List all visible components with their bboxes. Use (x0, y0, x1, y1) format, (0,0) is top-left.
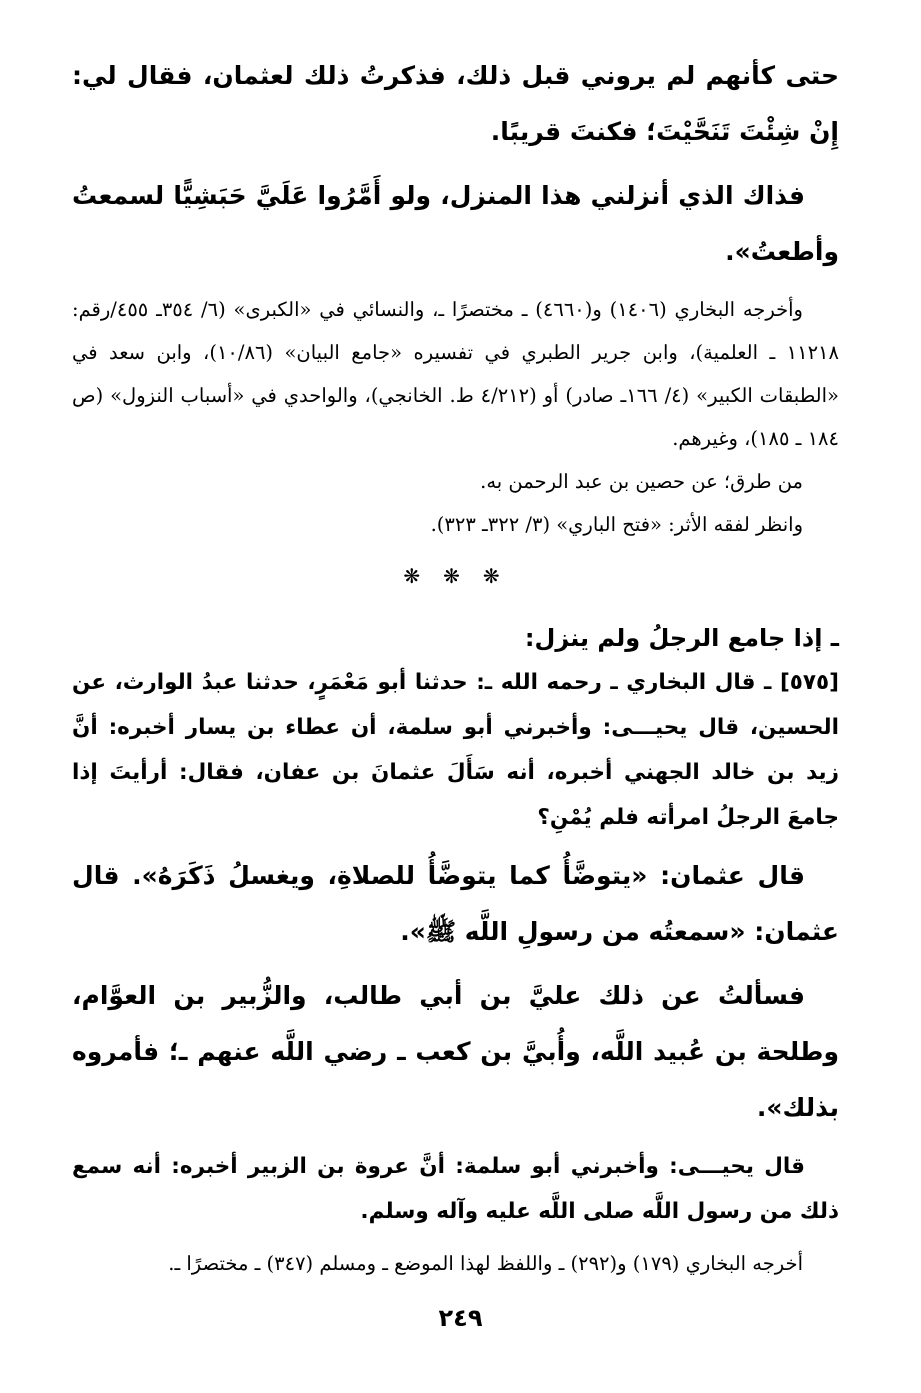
hadith-575-isnad: [٥٧٥] ـ قال البخاري ـ رحمه الله ـ: حدثنا أبو مَعْمَرٍ، حدثنا عبدُ الوارث، عن الحسين، قال يحيـــى: وأخبرني أبو سلمة، أن عطاء بن يسار أخبره: أنَّ زيد بن خالد الجهني أخبره، أنه سَأَلَ عثمانَ بن عفان، فقال: أرأيتَ إذا جامعَ الرجلُ امرأته فلم يُمْنِ؟ (72, 670, 839, 830)
hadith-575-matn: قال عثمان: «يتوضَّأُ كما يتوضَّأُ للصلاةِ، ويغسلُ ذَكَرَهُ». قال عثمان: «سمعتُه من رسولِ اللَّه ﷺ». (72, 861, 839, 946)
footnote-bukhari-muslim: أخرجه البخاري (١٧٩) و(٢٩٢) ـ واللفظ لهذا الموضع ـ ومسلم (٣٤٧) ـ مختصرًا ـ. (168, 1252, 803, 1275)
footnote-turuq: من طرق؛ عن حصين بن عبد الرحمن به. (480, 470, 803, 493)
main-paragraph-1: حتى كأنهم لم يروني قبل ذلك، فذكرتُ ذلك لعثمان، فقال لي: إِنْ شِئْتَ تَنَحَّيْتَ؛ فكنتَ قريبًا. (72, 61, 839, 146)
footnote-fiqh: وانظر لفقه الأثر: «فتح الباري» (٣/ ٣٢٢ـ ٣٢٣). (430, 513, 803, 536)
chapter-heading: ـ إذا جامع الرجلُ ولم ينزل: (524, 624, 839, 652)
hadith-575-companions: فسألتُ عن ذلك عليَّ بن أبي طالب، والزُّبير بن العوَّام، وطلحة بن عُبيد اللَّه، وأُبيَّ بن كعب ـ رضي اللَّه عنهم ـ؛ فأمروه بذلك». (72, 981, 839, 1122)
section-separator: ❋ ❋ ❋ (403, 564, 508, 588)
page-number: ٢٤٩ (438, 1304, 483, 1332)
hadith-575-urwa: قال يحيـــى: وأخبرني أبو سلمة: أنَّ عروة بن الزبير أخبره: أنه سمع ذلك من رسول اللَّه صلى اللَّه عليه وآله وسلم. (72, 1154, 839, 1224)
footnote-takhrij: وأخرجه البخاري (١٤٠٦) و(٤٦٦٠) ـ مختصرًا ـ، والنسائي في «الكبرى» (٦/ ٣٥٤ـ ٤٥٥/رقم: ١١٢١٨ ـ العلمية)، وابن جرير الطبري في تفسيره «جامع البيان» (١٠/٨٦)، وابن سعد في «الطبقات الكبير» (٤/ ١٦٦ـ صادر) أو (٤/٢١٢ ط. الخانجي)، والواحدي في «أسباب النزول» (ص ١٨٤ ـ ١٨٥)، وغيرهم. (72, 298, 839, 450)
main-paragraph-2: فذاك الذي أنزلني هذا المنزل، ولو أَمَّرُوا عَلَيَّ حَبَشِيًّا لسمعتُ وأطعتُ». (72, 181, 839, 266)
